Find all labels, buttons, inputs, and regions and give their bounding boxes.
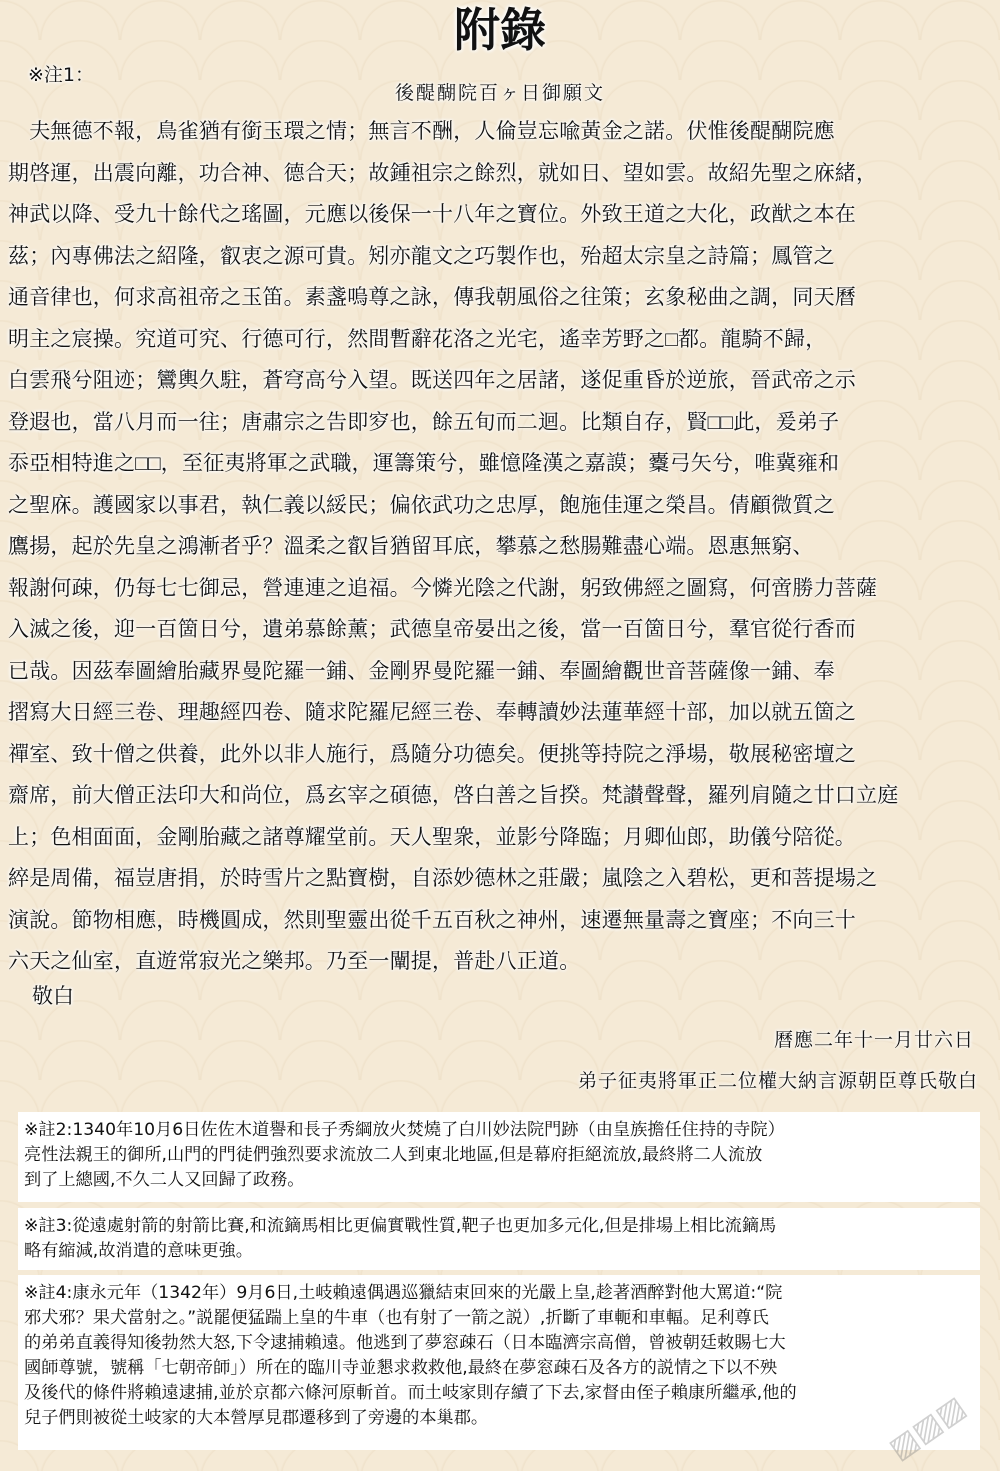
vow-text-line: 六天之仙室，直遊常寂光之樂邦。乃至一闡提，普赴八正道。	[8, 952, 581, 975]
document-date: 曆應二年十一月廿六日	[773, 1029, 974, 1051]
note2-box: ※註2:1340年10月6日佐佐木道譽和長子秀綱放火焚燒了白川妙法院門跡（由皇族擔任住持的寺院） 亮性法親王的御所,山門的門徒們強烈要求流放二人到東北地區,但是幕府拒絕流放,最終將二人流放 到了上總國,不久二人又回歸了政務。	[18, 1112, 980, 1202]
page-title: 附錄	[454, 3, 546, 57]
document-title: 後醍醐院百ヶ日御願文	[395, 82, 606, 104]
vow-text-line: 忝亞相特進之□□，至征夷將軍之武職，運籌策兮，雖憶隆漢之嘉謨；櫜弓矢兮，唯冀雍和	[8, 454, 840, 477]
document-signature: 弟子征夷將軍正二位權大納言源朝臣尊氏敬白	[577, 1070, 978, 1092]
closing-text: 敬白	[32, 984, 74, 1008]
vow-text-line: 入滅之後，迎一百箇日兮，遺弟慕餘薰；武德皇帝晏出之後，當一百箇日兮，羣官從行香而	[8, 620, 856, 643]
vow-text-line: 白雲飛兮阻迹；鸞輿久駐，蒼穹高兮入望。既送四年之居諸，遂促重昏於逆旅，晉武帝之示	[8, 371, 856, 394]
vow-text-line: 齋席，前大僧正法印大和尚位，爲玄宰之碩德，啓白善之旨揆。梵讃聲聲，羅列肩隨之廿口立庭	[8, 786, 899, 809]
vow-text-line: 禪室、致十僧之供養，此外以非人施行，爲隨分功德矣。便挑等持院之淨場，敬展秘密壇之	[8, 744, 856, 768]
vow-text-line: 神武以降、受九十餘代之瑤圖，元應以後保一十八年之寶位。外致王道之大化，政猷之本在	[8, 205, 856, 228]
watermark-logo: ▨▨▨	[882, 1389, 973, 1467]
vow-text-line: 期啓運，出震向離，功合神、德合天；故鍾祖宗之餘烈，就如日、望如雲。故紹先聖之庥緒，	[8, 163, 878, 187]
vow-text-line: 鷹揚，起於先皇之鴻漸者乎？溫柔之叡旨猶留耳底，攀慕之愁腸難盡心端。恩惠無窮、	[8, 537, 814, 560]
vow-text-line: 茲；內專佛法之紹隆，叡衷之源可貴。矧亦龍文之巧製作也，殆超太宗皇之詩篇；鳳管之	[8, 246, 835, 270]
vow-text-line: 明主之宸操。究道可究、行德可行，然間暫辭花洛之光宅，遙幸芳野之□都。龍騎不歸，	[8, 329, 827, 353]
note3-box: ※註3:從遠處射箭的射箭比賽,和流鏑馬相比更偏實戰性質,靶子也更加多元化,但是排場上相比流鏑馬 略有縮減,故消遣的意味更強。	[18, 1208, 980, 1270]
note1-label: ※注1：	[28, 64, 95, 86]
vow-text-line: 通音律也，何求高祖帝之玉笛。素盞嗚尊之詠，傳我朝風俗之往策；玄象秘曲之調，同天曆	[8, 288, 856, 311]
vow-text-line: 綷是周備，福豈唐捐，於時雪片之點寶樹，自添妙德林之莊嚴；嵐陰之入碧松，更和菩提場之	[8, 869, 878, 892]
note4-box: ※註4:康永元年（1342年）9月6日,土岐賴遠偶遇巡獵結束回來的光嚴上皇,趁著酒醉對他大罵道:“院 邪犬邪？果犬當射之。”説罷便猛踹上皇的牛車（也有射了一箭之説）,折斷了車軛和車輻。足利尊氏 的弟弟直義得知後勃然大怒,下令逮捕賴遠。他逃到了夢窓疎石（日本臨濟宗高僧，曾被朝廷敕賜七大 國師尊號，號稱「七朝帝師」）所在的臨川寺並懇求救救他,最終在夢窓疎石及各方的説情之下以不殃 及後代的條件將賴遠逮捕,並於京都六條河原斬首。而土岐家則存續了下去,家督由侄子賴康所繼承,他的 兒子們則被從土岐家的大本營厚見郡遷移到了旁邊的本巢郡。	[18, 1275, 980, 1450]
vow-text-line: 夫無德不報，鳥雀猶有銜玉環之情；無言不酬，人倫豈忘喩黃金之諾。伏惟後醍醐院應	[8, 122, 835, 145]
vow-text-line: 之聖庥。護國家以事君，執仁義以綏民；偏依武功之忠厚，飽施佳運之榮昌。倩顧微質之	[8, 495, 835, 519]
vow-text-line: 已哉。因茲奉圖繪胎藏界曼陀羅一鋪、金剛界曼陀羅一鋪、奉圖繪觀世音菩薩像一鋪、奉	[8, 661, 835, 685]
vow-text-body	[8, 113, 998, 985]
vow-text-line: 上；色相面面，金剛胎藏之諸尊耀堂前。天人聖衆，並影兮降臨；月卿仙郎，助儀兮陪從。	[8, 827, 856, 851]
vow-text-line: 演說。節物相應，時機圓成，然則聖靈出從千五百秋之神州，速遷無量壽之寶座；不向三十	[8, 910, 856, 934]
vow-text-line: 登遐也，當八月而一往；唐肅宗之告即穸也，餘五旬而二迴。比類自存，賢□□此，爰弟子	[8, 412, 840, 436]
vow-text-line: 摺寫大日經三卷、理趣經四卷、隨求陀羅尼經三卷、奉轉讀妙法蓮華經十部，加以就五箇之	[8, 703, 856, 726]
vow-text-line: 報謝何疎，仍每七七御忌，營連連之追福。今憐光陰之代謝，躬致佛經之圖寫，何啻勝力菩薩	[8, 578, 878, 602]
